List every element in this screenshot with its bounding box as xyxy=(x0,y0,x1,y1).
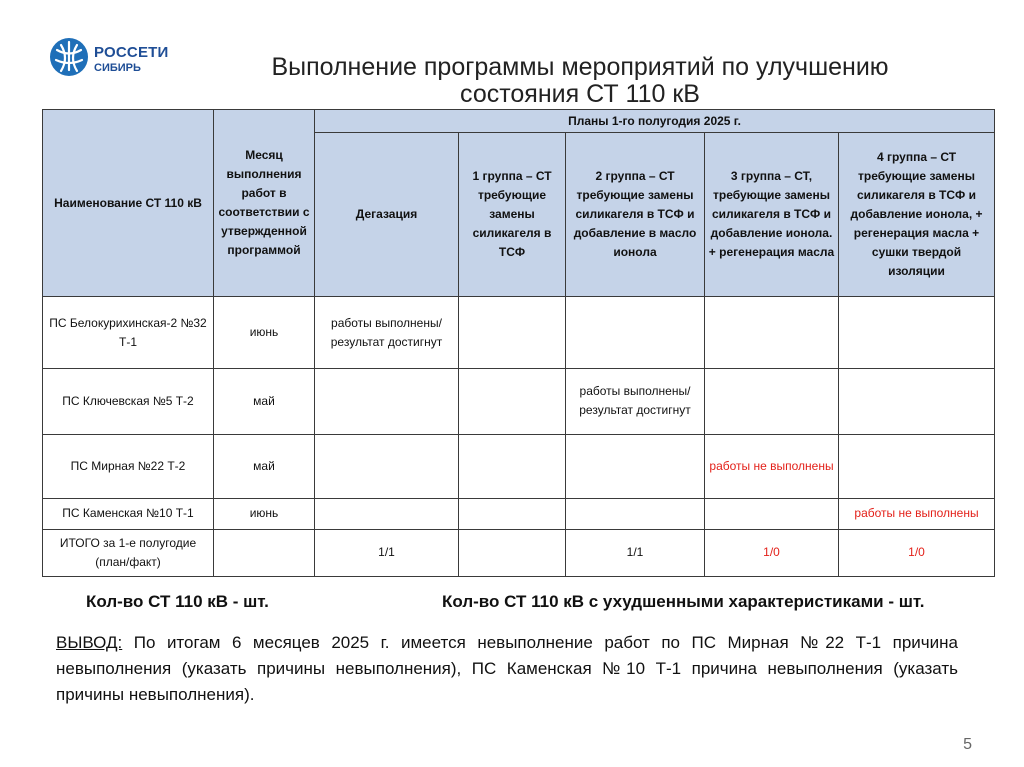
rosseti-logo xyxy=(48,36,168,80)
cell-group-4 xyxy=(839,297,995,369)
slide-title-line2: состояния СТ 110 кВ xyxy=(460,80,700,108)
cell-name: ПС Белокурихинская-2 №32 Т-1 xyxy=(43,297,214,369)
cell-total-degas: 1/1 xyxy=(315,529,459,576)
cell-name: ПС Ключевская №5 Т-2 xyxy=(43,369,214,435)
cell-total-name: ИТОГО за 1-е полугодие (план/факт) xyxy=(43,529,214,576)
cell-group-1 xyxy=(459,498,566,529)
rosseti-logo-icon xyxy=(48,36,90,78)
brand-name: РОССЕТИ xyxy=(94,44,169,61)
cell-total-month xyxy=(214,529,315,576)
conclusion-text: По итогам 6 месяцев 2025 г. имеется невыполнение работ по ПС Мирная №22 Т-1 причина невыполнения (указать причины невыполнения), ПС Каменская №10 Т-1 причина невыполнения (указать причины невыполнения). xyxy=(56,633,958,704)
slide-title-line1: Выполнение программы мероприятий по улучшению xyxy=(271,53,889,81)
cell-group-2 xyxy=(566,498,705,529)
cell-total-group-4: 1/0 xyxy=(839,529,995,576)
total-row xyxy=(43,529,995,576)
cell-group-1 xyxy=(459,434,566,498)
cell-group-3: работы не выполнены xyxy=(705,434,839,498)
header-name: Наименование СТ 110 кВ xyxy=(43,110,214,297)
cell-group-1 xyxy=(459,369,566,435)
header-plans: Планы 1-го полугодия 2025 г. xyxy=(315,110,995,133)
cell-month: июнь xyxy=(214,498,315,529)
slide-title xyxy=(200,54,960,108)
table-row xyxy=(43,434,995,498)
conclusion xyxy=(56,630,958,708)
cell-month: июнь xyxy=(214,297,315,369)
table-row xyxy=(43,498,995,529)
qty-transformers: Кол-во СТ 110 кВ - шт. xyxy=(86,592,269,611)
header-group-3: 3 группа – СТ, требующие замены силикагеля в ТСФ и добавление ионола. + регенерация масла xyxy=(705,133,839,297)
header-degas: Дегазация xyxy=(315,133,459,297)
cell-name: ПС Мирная №22 Т-2 xyxy=(43,434,214,498)
program-table xyxy=(42,109,995,577)
cell-degas xyxy=(315,369,459,435)
cell-group-3 xyxy=(705,369,839,435)
cell-group-2: работы выполнены/результат достигнут xyxy=(566,369,705,435)
cell-group-4: работы не выполнены xyxy=(839,498,995,529)
header-group-4: 4 группа – СТ требующие замены силикагеля в ТСФ и добавление ионола, + регенерация масла + сушки твердой изоляции xyxy=(839,133,995,297)
cell-name: ПС Каменская №10 Т-1 xyxy=(43,498,214,529)
table-row xyxy=(43,369,995,435)
cell-group-4 xyxy=(839,369,995,435)
cell-month: май xyxy=(214,434,315,498)
brand-region: СИБИРЬ xyxy=(94,62,141,74)
cell-month: май xyxy=(214,369,315,435)
cell-degas: работы выполнены/результат достигнут xyxy=(315,297,459,369)
header-group-1: 1 группа – СТ требующие замены силикагеля в ТСФ xyxy=(459,133,566,297)
cell-total-group-1 xyxy=(459,529,566,576)
cell-group-3 xyxy=(705,498,839,529)
cell-degas xyxy=(315,434,459,498)
cell-group-1 xyxy=(459,297,566,369)
cell-group-4 xyxy=(839,434,995,498)
conclusion-label: ВЫВОД: xyxy=(56,633,123,652)
cell-total-group-2: 1/1 xyxy=(566,529,705,576)
cell-total-group-3: 1/0 xyxy=(705,529,839,576)
table-row xyxy=(43,297,995,369)
page-number: 5 xyxy=(963,736,972,753)
header-month: Месяц выполнения работ в соответствии с утвержденной программой xyxy=(214,110,315,297)
cell-degas xyxy=(315,498,459,529)
cell-group-3 xyxy=(705,297,839,369)
header-group-2: 2 группа – СТ требующие замены силикагеля в ТСФ и добавление в масло ионола xyxy=(566,133,705,297)
qty-degraded-transformers: Кол-во СТ 110 кВ с ухудшенными характеристиками - шт. xyxy=(442,592,925,611)
cell-group-2 xyxy=(566,434,705,498)
cell-group-2 xyxy=(566,297,705,369)
